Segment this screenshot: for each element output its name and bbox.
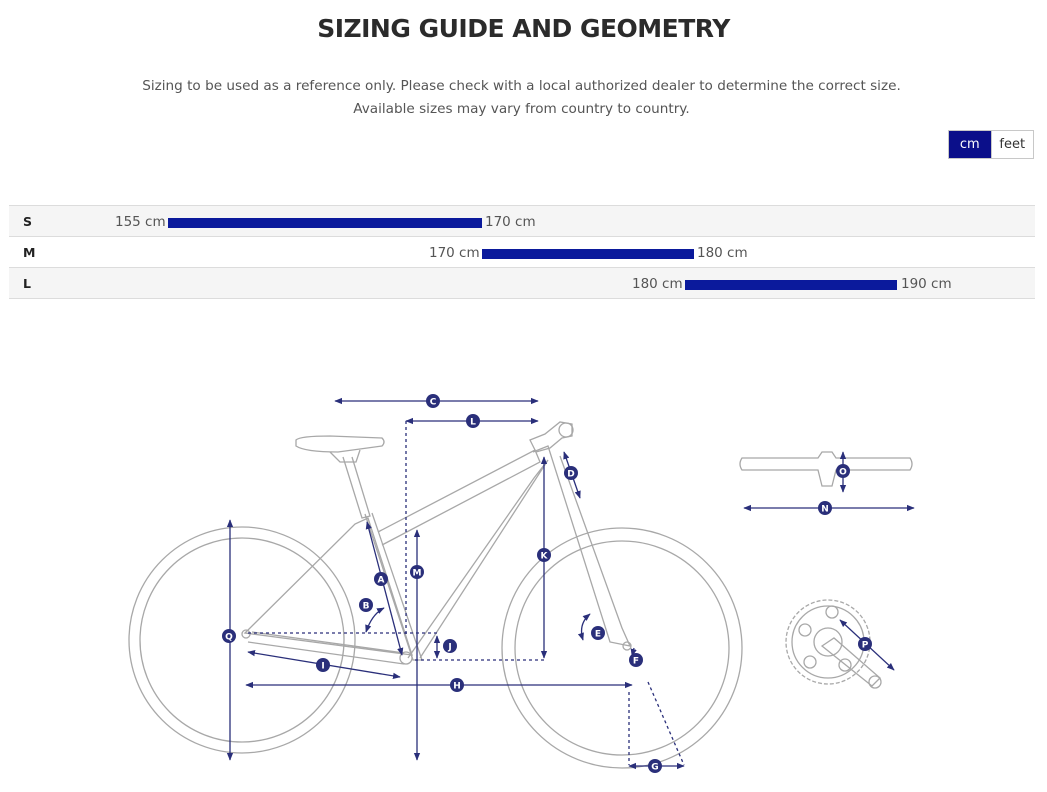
handlebar-end xyxy=(559,423,573,437)
size-min-height: 155 cm xyxy=(115,214,166,230)
badge-o xyxy=(836,464,850,478)
svg-text:F: F xyxy=(632,656,640,667)
page-title: SIZING GUIDE AND GEOMETRY xyxy=(317,14,730,43)
svg-text:J: J xyxy=(448,642,452,653)
badge-h xyxy=(450,678,464,692)
disclaimer-line-2: Available sizes may vary from country to country. xyxy=(353,101,690,117)
dim-b-arc xyxy=(366,608,384,632)
svg-text:M: M xyxy=(412,568,422,579)
badge-j xyxy=(443,639,457,653)
badge-i xyxy=(316,658,330,672)
badge-l xyxy=(466,414,480,428)
badge-d xyxy=(564,466,578,480)
svg-text:A: A xyxy=(377,575,385,586)
bicycle-outline xyxy=(129,422,742,768)
pedal-axle xyxy=(869,676,881,688)
svg-text:L: L xyxy=(470,417,476,428)
size-max-height: 190 cm xyxy=(901,276,952,292)
svg-text:N: N xyxy=(821,504,829,515)
badge-q xyxy=(222,629,236,643)
svg-text:I: I xyxy=(321,661,325,672)
dimension-lines xyxy=(230,401,684,766)
disclaimer-line-1: Sizing to be used as a reference only. Please check with a local authorized dealer to determine the correct size. xyxy=(142,78,901,94)
size-max-height: 180 cm xyxy=(697,245,748,261)
chainstay xyxy=(252,632,404,653)
crankset-detail xyxy=(786,600,894,688)
top-tube xyxy=(378,450,540,545)
spider-hole-1 xyxy=(826,606,838,618)
badge-a xyxy=(374,572,388,586)
svg-text:D: D xyxy=(567,469,575,480)
svg-text:K: K xyxy=(540,551,548,562)
size-max-height: 170 cm xyxy=(485,214,536,230)
badge-e xyxy=(591,626,605,640)
handlebar-detail xyxy=(740,452,914,508)
size-min-height: 170 cm xyxy=(429,245,480,261)
unit-feet-button[interactable]: feet xyxy=(991,131,1034,158)
size-min-height: 180 cm xyxy=(632,276,683,292)
dim-e-arc xyxy=(582,614,590,640)
rear-wheel-tire xyxy=(129,527,355,753)
down-tube xyxy=(408,460,548,658)
seatpost xyxy=(343,457,370,518)
badge-k xyxy=(537,548,551,562)
spider-hole-3 xyxy=(804,656,816,668)
size-label: S xyxy=(23,214,33,229)
fork-headtube xyxy=(533,446,630,646)
svg-text:P: P xyxy=(861,640,869,651)
badge-f xyxy=(629,653,643,667)
svg-text:H: H xyxy=(453,681,461,692)
badge-g xyxy=(648,759,662,773)
badge-b xyxy=(359,598,373,612)
size-label: L xyxy=(23,276,31,291)
dim-a-line xyxy=(367,522,402,655)
badge-p xyxy=(858,637,872,651)
svg-text:C: C xyxy=(429,397,437,408)
spider-hole-2 xyxy=(799,624,811,636)
svg-text:B: B xyxy=(362,601,370,612)
svg-text:E: E xyxy=(594,629,602,640)
badge-m xyxy=(410,565,424,579)
handlebar-shape xyxy=(740,452,912,486)
badge-c xyxy=(426,394,440,408)
saddle xyxy=(296,436,384,452)
svg-text:Q: Q xyxy=(225,632,233,643)
front-wheel-tire xyxy=(502,528,742,768)
unit-cm-button[interactable]: cm xyxy=(949,131,991,158)
svg-text:O: O xyxy=(839,467,847,478)
dim-g-guide-2 xyxy=(648,682,684,765)
front-wheel-rim xyxy=(515,541,729,755)
badge-n xyxy=(818,501,832,515)
size-label: M xyxy=(23,245,36,260)
svg-text:G: G xyxy=(651,762,659,773)
